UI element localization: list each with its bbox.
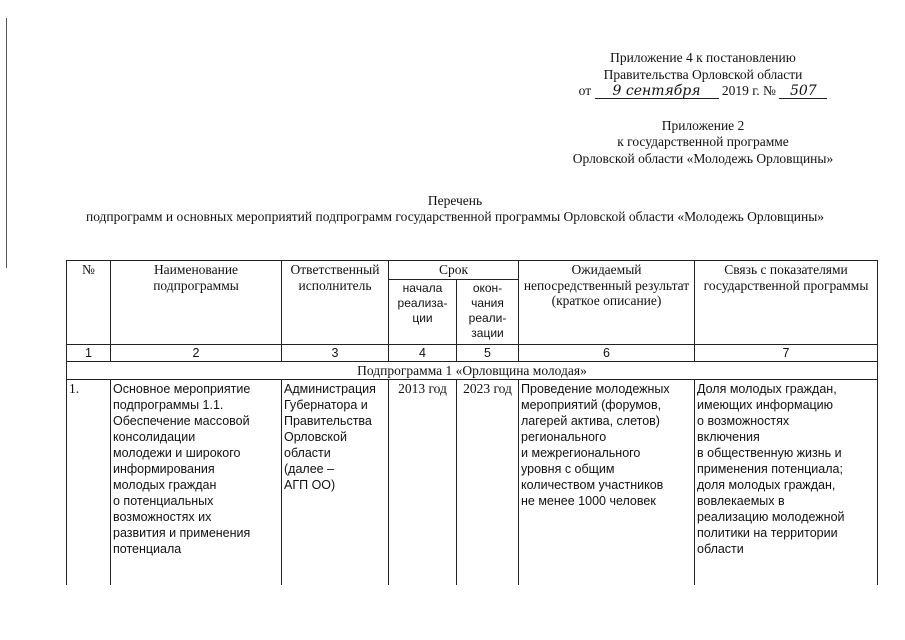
header-term: Срок (389, 261, 519, 280)
appendix2-block (548, 118, 858, 168)
program-table (66, 260, 878, 585)
subprogram-row (67, 361, 878, 379)
appendix-header (548, 50, 858, 167)
header-result: Ожидаемый непосредственный результат (краткое описание) (519, 261, 695, 345)
col-number: 6 (519, 344, 695, 361)
col-number: 5 (457, 344, 519, 361)
column-numbers-row (67, 344, 878, 361)
header-responsible: Ответственный исполнитель (282, 261, 389, 345)
row-link: Доля молодых граждан, имеющих информацию о возможностях включения в общественную жизнь и применения потенциала; доля молодых граждан, вовлекаемых в реализацию молодежной политики на территории области (695, 379, 878, 585)
header-term-start: начала реализа-ции (389, 279, 457, 344)
subprogram-title: Подпрограмма 1 «Орловщина молодая» (67, 361, 878, 379)
header-name: Наименование подпрограммы (111, 261, 282, 345)
col-number: 1 (67, 344, 111, 361)
handwritten-number: 507 (779, 84, 827, 99)
appendix-line-1: Приложение 4 к постановлению (610, 50, 796, 65)
year-text: 2019 г. № (721, 83, 776, 98)
col-number: 2 (111, 344, 282, 361)
handwritten-date: 9 сентября (595, 84, 719, 99)
row-num: 1. (67, 379, 111, 585)
row-end: 2023 год (457, 379, 519, 585)
date-prefix: от (578, 83, 592, 98)
appendix2-line-3: Орловской области «Молодежь Орловщины» (572, 150, 834, 166)
header-row (67, 261, 878, 280)
header-term-end: окон-чания реали-зации (457, 279, 519, 344)
col-number: 7 (695, 344, 878, 361)
appendix2-line-1: Приложение 2 (661, 117, 745, 133)
header-link: Связь с показателями государственной программы (695, 261, 878, 345)
row-start: 2013 год (389, 379, 457, 585)
title-line-2: подпрограмм и основных мероприятий подпрограмм государственной программы Орловской области «Молодежь Орловщины» (85, 209, 825, 224)
appendix-date-line (548, 83, 858, 100)
row-result: Проведение молодежных мероприятий (форумов, лагерей актива, слетов) регионального и межрегионального уровня с общим количеством участников не менее 1000 человек (519, 379, 695, 585)
title-line-1: Перечень (427, 193, 483, 208)
col-number: 4 (389, 344, 457, 361)
col-number: 3 (282, 344, 389, 361)
header-num: № (67, 261, 111, 345)
binding-margin-line (6, 18, 7, 268)
table-row (67, 379, 878, 585)
appendix-line-2: Правительства Орловской области (603, 66, 803, 82)
appendix2-line-2: к государственной программе (617, 134, 789, 149)
document-title (60, 193, 850, 225)
row-name: Основное мероприятие подпрограммы 1.1. Обеспечение массовой консолидации молодежи и широкого информирования молодых граждан о потенциальных возможностях их развития и применения потенциала (111, 379, 282, 585)
row-responsible: Администрация Губернатора и Правительства Орловской области (далее – АГП ОО) (282, 379, 389, 585)
